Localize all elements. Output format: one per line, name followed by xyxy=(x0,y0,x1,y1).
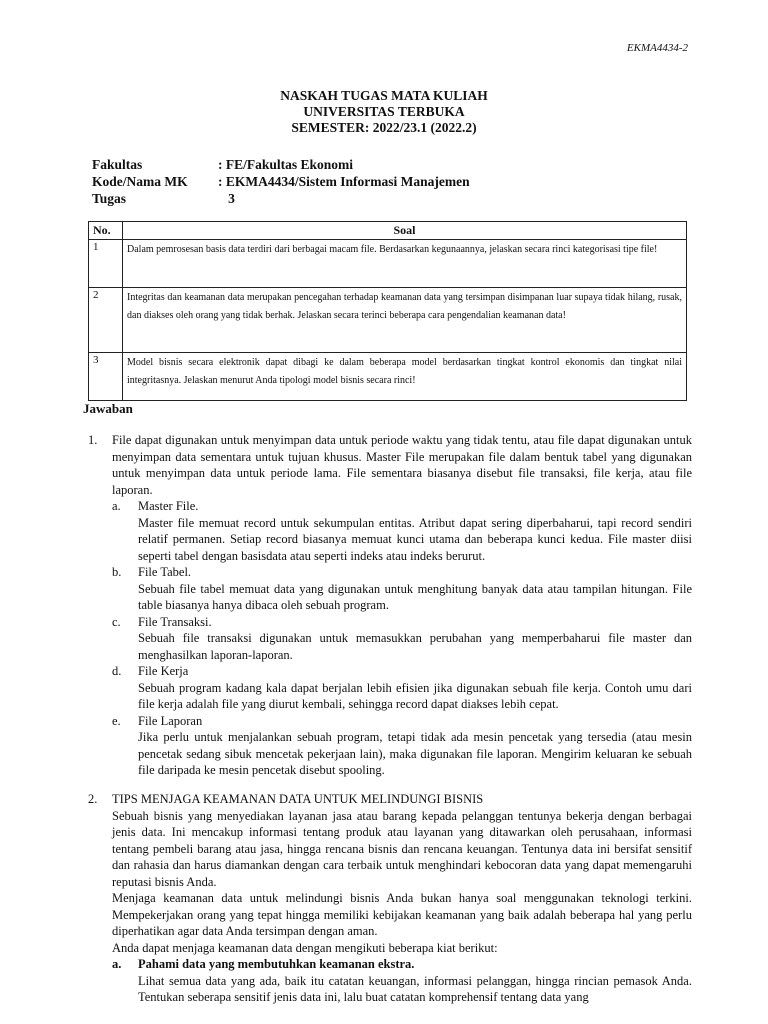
jawaban-heading: Jawaban xyxy=(83,401,133,416)
answer-2-paragraph: Sebuah bisnis yang menyediakan layanan jasa atau barang kepada pelanggan tentunya bekerja dengan berbagai jenis data. Ini mencakup informasi tentang produk atau layanan yang ditawarkan oleh perusahaan, informasi tentang pembeli barang atau jasa, hingga rencana bisnis dan rencana keuangan. Tentunya data ini bersifat sensitif dan rahasia dan harus diamankan dengan cara terbaik untuk menghindari kebocoran data yang dapat memengaruhi reputasi bisnis Anda. xyxy=(112,808,692,889)
list-item xyxy=(112,956,692,1006)
document-code: EKMA4434-2 xyxy=(626,42,688,54)
item-title: File Laporan xyxy=(138,713,203,728)
meta-value: : FE/Fakultas Ekonomi xyxy=(218,157,354,172)
answer-1-intro: File dapat digunakan untuk menyimpan data untuk periode waktu yang tidak tentu, atau file dapat digunakan untuk menyimpan data sementara untuk tujuan khusus. Master File merupakan file dalam bentuk tabel yang digunakan untuk menyimpan data untuk periode lama. File sementara biasanya disebut file transaksi, file kerja, atau file laporan. xyxy=(112,433,692,497)
row-question: Dalam pemrosesan basis data terdiri dari berbagai macam file. Berdasarkan kegunaannya, jelaskan secara rinci kategorisasi tipe file! xyxy=(123,240,687,288)
item-text: Sebuah file transaksi digunakan untuk memasukkan perubahan yang memperbaharui file master dan menghasilkan laporan-laporan. xyxy=(138,631,692,662)
answer-2-title: TIPS MENJAGA KEAMANAN DATA UNTUK MELINDUNGI BISNIS xyxy=(112,792,484,806)
course-meta xyxy=(92,156,470,207)
item-text: Lihat semua data yang ada, baik itu catatan keuangan, informasi pelanggan, hingga rincian pemasok Anda. Tentukan seberapa sensitif jenis data ini, lalu buat catatan komprehensif tentang data yang xyxy=(138,973,692,1004)
list-item xyxy=(112,663,692,713)
item-letter: c. xyxy=(112,614,121,629)
item-letter: e. xyxy=(112,713,121,728)
header-title: NASKAH TUGAS MATA KULIAH xyxy=(280,88,488,103)
meta-row-tugas xyxy=(92,190,470,207)
row-question: Integritas dan keamanan data merupakan pencegahan terhadap keamanan data yang tersimpan disimpanan luar supaya tidak hilang, rusak, dan diakses oleh orang yang tidak berhak. Jelaskan secara terinci beberapa cara pengendalian keamanan data! xyxy=(123,288,687,353)
header-soal: Soal xyxy=(123,222,687,240)
item-text: Jika perlu untuk menjalankan sebuah program, tetapi tidak ada mesin pencetak yang tersedia (atau mesin pencetak sedang sibuk mencetak pekerjaan lain), maka digunakan file laporan. Mengirim keluaran ke sebuah file daripada ke mesin pencetak disebut spooling. xyxy=(138,730,692,777)
answer-2-paragraph: Menjaga keamanan data untuk melindungi bisnis Anda bukan hanya soal menggunakan teknologi terkini. Mempekerjakan orang yang tepat hingga memiliki kebijakan keamanan yang baik adalah beberapa hal yang perlu diperhatikan agar data Anda tersimpan dengan aman. xyxy=(112,891,692,938)
document-header xyxy=(0,88,768,136)
table-row xyxy=(89,353,687,401)
item-title: File Kerja xyxy=(138,664,189,678)
meta-value: 3 xyxy=(218,191,235,206)
item-title: Pahami data yang membutuhkan keamanan ekstra. xyxy=(138,957,415,971)
list-item xyxy=(112,498,692,564)
item-letter: a. xyxy=(112,957,122,971)
item-text: Sebuah file tabel memuat data yang digunakan untuk menghitung banyak data atau tampilan hitungan. File table biasanya hanya dibaca oleh sebuah program. xyxy=(138,581,692,612)
list-item xyxy=(112,713,692,779)
item-letter: d. xyxy=(112,664,122,678)
item-letter: a. xyxy=(112,499,121,513)
item-text: Sebuah program kadang kala dapat berjalan lebih efisien jika digunakan sebuah file kerja. Contoh umu dari file kerja adalah file yang diurut kembali, sehingga record dapat diakses lebih cepat. xyxy=(138,680,692,711)
meta-row-kode xyxy=(92,173,470,190)
answer-number: 2. xyxy=(88,792,98,806)
item-title: File Tabel. xyxy=(138,565,192,579)
header-university: UNIVERSITAS TERBUKA xyxy=(303,104,465,119)
row-question: Model bisnis secara elektronik dapat dibagi ke dalam beberapa model berdasarkan tingkat kontrol ekonomis dan tingkat nilai integritasnya. Jelaskan menurut Anda tipologi model bisnis secara rinci! xyxy=(123,353,687,401)
list-item xyxy=(112,564,692,614)
meta-key: Kode/Nama MK xyxy=(92,174,188,189)
task-table xyxy=(88,221,687,401)
item-text: Master file memuat record untuk sekumpulan entitas. Atribut dapat sering diperbaharui, tapi record sendiri relatif permanen. Setiap record biasanya memuat kunci utama dan beberapa kunci kedua. File master diisi seperti tabel dengan basisdata atau seperti indeks atau indeks berurut. xyxy=(138,515,692,563)
answer-2-paragraph: Anda dapat menjaga keamanan data dengan mengikuti beberapa kiat berikut: xyxy=(112,940,498,955)
answer-1 xyxy=(88,432,692,779)
meta-key: Fakultas xyxy=(92,157,143,172)
header-no: No. xyxy=(89,222,123,240)
item-title: Master File. xyxy=(138,499,199,513)
item-title: File Transaksi. xyxy=(138,614,212,629)
row-number: 1 xyxy=(89,240,123,288)
meta-value: : EKMA4434/Sistem Informasi Manajemen xyxy=(218,174,470,189)
table-row xyxy=(89,288,687,353)
answer-number: 1. xyxy=(88,433,98,447)
row-number: 3 xyxy=(89,353,123,401)
table-row xyxy=(89,240,687,288)
table-header-row xyxy=(89,222,687,240)
list-item xyxy=(112,614,692,664)
meta-row-fakultas xyxy=(92,156,470,173)
item-letter: b. xyxy=(112,565,122,579)
header-semester: SEMESTER: 2022/23.1 (2022.2) xyxy=(291,120,477,135)
meta-key: Tugas xyxy=(92,191,127,206)
answer-2 xyxy=(88,791,692,1006)
row-number: 2 xyxy=(89,288,123,353)
